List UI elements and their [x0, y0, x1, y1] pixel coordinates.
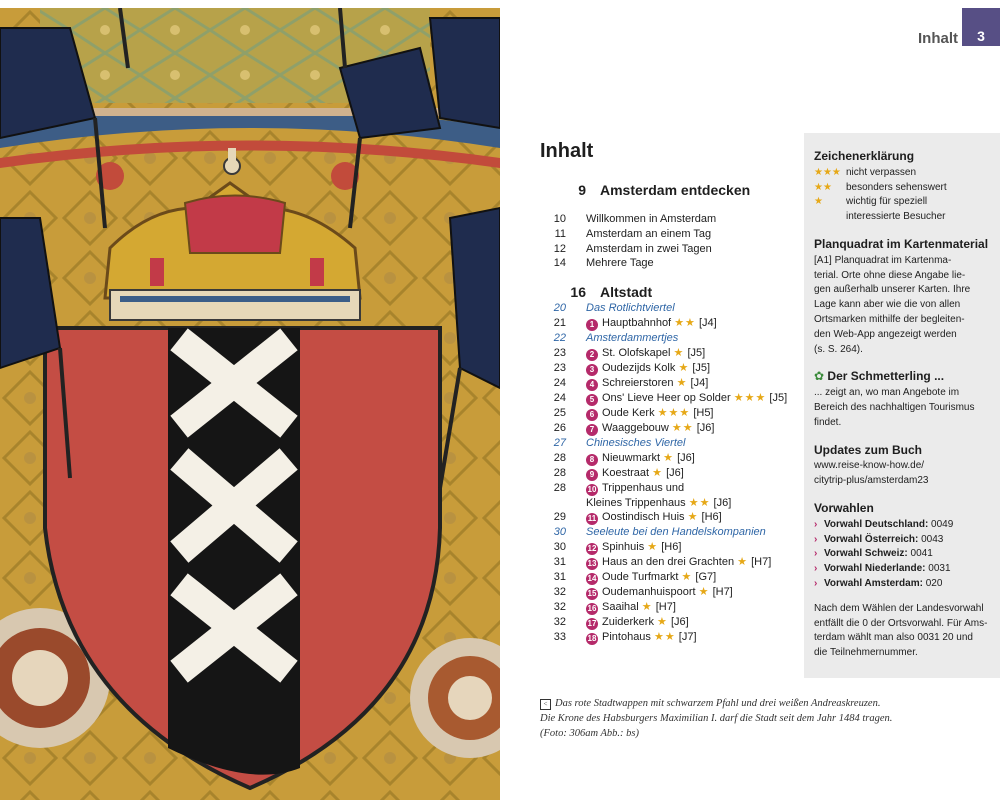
legend-stars: ★ [814, 196, 823, 208]
toc-section1-list [540, 212, 800, 271]
photo-pointer-icon: < [540, 699, 551, 710]
toc-entry-title: Chinesisches Viertel [586, 436, 686, 449]
toc-entry-row[interactable] [540, 242, 800, 257]
map-grid-ref: [H6] [661, 541, 682, 554]
toc-entry-title: Kleines Trippenhaus [586, 496, 686, 509]
caption-line [540, 726, 970, 741]
toc-entry-row[interactable] [540, 585, 800, 600]
toc-entry-page: 26 [553, 421, 566, 434]
vorwahl-label: Vorwahl Deutschland: [824, 518, 929, 530]
toc-entry-page: 32 [553, 601, 566, 614]
legend-row [814, 195, 990, 210]
toc-entry-page: 28 [553, 466, 566, 479]
toc-entry-row[interactable] [540, 481, 800, 496]
legend-row [814, 166, 990, 181]
sight-number-badge: 8 [586, 454, 598, 466]
toc-entry-page: 22 [553, 331, 566, 344]
star-rating: ★ [652, 466, 664, 479]
star-rating: ★ [657, 616, 668, 629]
toc-entry-row[interactable] [540, 630, 800, 645]
butterfly-heading [814, 369, 990, 384]
toc-subtopic-row[interactable] [540, 436, 800, 451]
legend-text: wichtig für speziell [846, 196, 928, 208]
planquadrat-title: Planquadrat im Kartenmaterial [814, 236, 989, 251]
toc-title: Inhalt [540, 140, 594, 162]
coat-of-arms-carpet-photo [0, 8, 500, 800]
vorwahl-label: Vorwahl Österreich: [824, 533, 919, 545]
vorwahlen-note [814, 602, 990, 661]
map-grid-ref: [J5] [687, 346, 706, 359]
photo-caption [540, 696, 970, 741]
toc-entry-title: Oude Kerk [602, 406, 655, 419]
toc-subtopic-row[interactable] [540, 301, 800, 316]
toc-entry-title: Trippenhaus und [602, 481, 685, 494]
toc-entry-title: Haus an den drei Grachten [602, 556, 735, 569]
toc-entry-row[interactable] [540, 600, 800, 615]
toc-entry-page: 23 [553, 346, 566, 359]
star-rating: ★★★ [733, 391, 767, 404]
toc-entry-title: Ons' Lieve Heer op Solder [602, 391, 731, 404]
star-rating: ★ [641, 601, 653, 614]
map-grid-ref: [J5] [692, 361, 711, 374]
vorwahl-row [814, 562, 990, 577]
planquadrat-line: (s. S. 264). [814, 343, 863, 355]
vorwahl-note-line: terdam wählt man also 0031 20 und [814, 632, 973, 644]
toc-entry-title: Nieuwmarkt [602, 451, 661, 464]
caption-line [540, 696, 970, 711]
toc-entry-title: Oudemanhuispoort [602, 586, 696, 599]
vorwahl-row [814, 547, 990, 562]
table-of-contents [540, 140, 800, 645]
vorwahl-label: Vorwahl Schweiz: [824, 548, 908, 560]
toc-entry-title: Amsterdammertjes [586, 331, 679, 344]
info-sidebar [804, 133, 1000, 678]
vorwahl-label: Vorwahl Amsterdam: [824, 577, 923, 589]
toc-subtopic-row[interactable] [540, 331, 800, 346]
map-grid-ref: [J6] [696, 421, 715, 434]
toc-entry-page: 25 [553, 406, 566, 419]
toc-entry-title: Oudezijds Kolk [602, 361, 676, 374]
toc-section-title: Altstadt [600, 284, 653, 301]
butterfly-line: ... zeigt an, wo man Angebote im [814, 387, 960, 399]
butterfly-title: Der Schmetterling ... [827, 369, 945, 384]
sight-number-badge: 4 [586, 379, 598, 391]
toc-entry-row[interactable] [540, 212, 800, 227]
toc-entry-title: Amsterdam in zwei Tagen [586, 242, 712, 255]
toc-entry-title: Oostindisch Huis [602, 511, 685, 524]
caption-line [540, 711, 970, 726]
legend-text: interessierte Besucher [846, 211, 946, 223]
map-grid-ref: [J6] [666, 466, 684, 479]
updates-link[interactable] [814, 459, 990, 489]
legend-row [814, 181, 990, 196]
vorwahlen-title: Vorwahlen [814, 500, 874, 515]
toc-entry-page: 32 [553, 616, 566, 629]
star-rating: ★ [663, 451, 675, 464]
chevron-right-icon: › [814, 518, 818, 530]
toc-entry-page: 31 [553, 571, 566, 584]
toc-entry-page: 30 [553, 526, 566, 539]
toc-entry-page: 32 [553, 586, 566, 599]
toc-entry-page: 33 [553, 631, 566, 644]
sight-number-badge: 14 [587, 574, 597, 584]
toc-entry-title: Spinhuis [602, 541, 645, 554]
toc-entry-page: 23 [553, 361, 566, 374]
toc-entry-row[interactable] [540, 615, 800, 630]
toc-entry-row[interactable] [540, 510, 800, 525]
sight-number-badge: 2 [586, 349, 598, 361]
toc-entry-title: Oude Turfmarkt [602, 571, 679, 584]
vorwahl-label: Vorwahl Niederlande: [824, 563, 926, 575]
legend-text: besonders sehenswert [846, 181, 947, 193]
planquadrat-line: [A1] Planquadrat im Kartenma- [814, 254, 952, 266]
legend-title: Zeichenerklärung [814, 149, 915, 163]
toc-entry-row[interactable] [540, 496, 800, 511]
toc-entry-page: 14 [553, 257, 566, 270]
toc-entry-row[interactable] [540, 256, 800, 271]
toc-entry-row[interactable] [540, 540, 800, 555]
planquadrat-text [814, 254, 990, 358]
toc-entry-row[interactable] [540, 316, 800, 331]
butterfly-text [814, 386, 990, 430]
map-grid-ref: [J6] [713, 496, 732, 509]
star-rating: ★ [678, 361, 690, 374]
vorwahl-value: 0049 [928, 518, 954, 530]
toc-entry-row[interactable] [540, 466, 800, 481]
toc-entry-row[interactable] [540, 406, 800, 421]
planquadrat-line: gen außerhalb unserer Karten. Ihre [814, 284, 971, 296]
toc-entry-title: Schreierstoren [602, 376, 674, 389]
sight-number-badge: 13 [587, 559, 597, 569]
toc-entry-page: 20 [553, 302, 566, 315]
toc-entry-page: 27 [553, 436, 566, 449]
star-rating: ★ [698, 586, 710, 599]
toc-subtopic-row[interactable] [540, 525, 800, 540]
legend-stars: ★★★ [814, 166, 841, 178]
sight-number-badge: 17 [587, 619, 597, 629]
toc-section-page: 9 [578, 182, 586, 198]
map-grid-ref: [J6] [677, 451, 695, 464]
toc-entry-page: 28 [553, 451, 566, 464]
star-rating: ★★ [688, 496, 711, 509]
chevron-right-icon: › [814, 563, 818, 575]
star-rating: ★★ [654, 631, 676, 644]
butterfly-icon: ✿ [814, 369, 825, 384]
toc-entry-row[interactable] [540, 451, 800, 466]
star-rating: ★★ [671, 421, 694, 434]
toc-entry-title: Das Rotlichtviertel [586, 302, 675, 315]
toc-entry-page: 31 [553, 556, 566, 569]
sight-number-badge: 16 [587, 604, 597, 614]
sight-number-badge: 15 [587, 589, 597, 599]
legend-list [814, 166, 990, 225]
chevron-right-icon: › [814, 548, 818, 560]
toc-entry-row[interactable] [540, 421, 800, 436]
toc-entry-page: 30 [553, 541, 566, 554]
toc-entry-title: Hauptbahnhof [602, 316, 672, 329]
planquadrat-line: Ortsmarken mithilfe der begleiten- [814, 313, 965, 325]
toc-section-page: 16 [570, 284, 586, 301]
map-grid-ref: [J5] [769, 391, 788, 404]
running-header-label: Inhalt [918, 30, 958, 47]
toc-entry-title: Mehrere Tage [586, 257, 654, 270]
star-rating: ★★★ [657, 406, 691, 419]
map-grid-ref: [H5] [693, 406, 714, 419]
page-number-tab: 3 [962, 8, 1000, 46]
updates-url-line: www.reise-know-how.de/ [814, 460, 925, 472]
butterfly-line: findet. [814, 416, 842, 428]
map-grid-ref: [J6] [670, 616, 689, 629]
updates-title: Updates zum Buch [814, 442, 923, 457]
caption-text: Die Krone des Habsburgers Maximilian I. darf die Stadt seit dem Jahr 1484 tragen. [540, 713, 893, 724]
vorwahl-value: 020 [922, 577, 943, 589]
sight-number-badge: 11 [587, 514, 597, 524]
sight-number-badge: 5 [586, 394, 598, 406]
legend-text: nicht verpassen [846, 166, 917, 178]
star-rating: ★ [681, 571, 693, 584]
star-rating: ★ [673, 346, 685, 359]
map-grid-ref: [H7] [712, 586, 733, 599]
toc-entry-page: 21 [553, 316, 566, 329]
toc-entry-page: 28 [553, 481, 566, 494]
toc-section-heading[interactable] [540, 181, 800, 199]
toc-entry-row[interactable] [540, 555, 800, 570]
chevron-right-icon: › [814, 533, 818, 545]
map-grid-ref: [H7] [655, 601, 676, 614]
toc-entry-row[interactable] [540, 227, 800, 242]
star-rating: ★★ [674, 316, 696, 329]
sight-number-badge: 1 [586, 319, 598, 331]
legend-stars: ★★ [814, 181, 832, 193]
toc-section-title: Amsterdam entdecken [600, 182, 751, 198]
toc-entry-page: 12 [553, 242, 566, 255]
toc-section2-list [540, 301, 800, 645]
caption-text: Das rote Stadtwappen mit schwarzem Pfahl und drei weißen Andreaskreuzen. [555, 698, 881, 709]
vorwahl-note-line: die Teilnehmernummer. [814, 647, 918, 659]
map-grid-ref: [J4] [690, 376, 709, 389]
toc-entry-title: St. Olofskapel [602, 346, 671, 359]
sight-number-badge: 9 [586, 469, 598, 481]
caption-text: (Foto: 306am Abb.: bs) [540, 728, 639, 739]
toc-entry-title: Koestraat [602, 466, 650, 479]
legend-stars [814, 210, 846, 225]
map-grid-ref: [J4] [698, 316, 717, 329]
sight-number-badge: 7 [586, 424, 598, 436]
toc-entry-title: Saaihal [602, 601, 639, 614]
toc-entry-title: Zuiderkerk [602, 616, 654, 629]
vorwahl-note-line: Nach dem Wählen der Landesvorwahl [814, 602, 984, 614]
toc-entry-title: Amsterdam an einem Tag [586, 227, 712, 240]
toc-entry-page: 24 [553, 391, 566, 404]
vorwahl-row [814, 577, 990, 592]
toc-entry-title: Seeleute bei den Handelskompanien [586, 526, 766, 539]
toc-entry-row[interactable] [540, 346, 800, 361]
toc-entry-page: 11 [554, 227, 566, 240]
sight-number-badge: 12 [587, 544, 597, 554]
star-rating: ★ [737, 556, 749, 569]
map-grid-ref: [G7] [695, 571, 717, 584]
star-rating: ★ [687, 511, 699, 524]
toc-entry-row[interactable] [540, 361, 800, 376]
planquadrat-line: terial. Orte ohne diese Angabe lie- [814, 269, 966, 281]
toc-entry-title: Pintohaus [602, 631, 651, 644]
vorwahl-row [814, 533, 990, 548]
star-rating: ★ [676, 376, 688, 389]
sight-number-badge: 10 [587, 484, 597, 494]
vorwahl-note-line: entfällt die 0 der Ortsvorwahl. Für Ams- [814, 617, 988, 629]
vorwahl-value: 0031 [925, 563, 951, 575]
planquadrat-line: Lage kann aber wie die von allen [814, 299, 961, 311]
toc-entry-page: 24 [553, 376, 566, 389]
vorwahl-row [814, 518, 990, 533]
sight-number-badge: 3 [586, 364, 598, 376]
sight-number-badge: 6 [586, 409, 598, 421]
sight-number-badge: 18 [587, 634, 597, 644]
map-grid-ref: [H6] [701, 511, 722, 524]
toc-entry-page: 10 [553, 213, 566, 225]
map-grid-ref: [H7] [751, 556, 772, 569]
star-rating: ★ [647, 541, 659, 554]
toc-entry-title: Willkommen in Amsterdam [586, 213, 717, 225]
legend-row [814, 210, 990, 225]
toc-entry-row[interactable] [540, 570, 800, 585]
vorwahl-value: 0041 [907, 548, 933, 560]
planquadrat-line: den Web-App angezeigt werden [814, 328, 957, 340]
toc-entry-title: Waaggebouw [602, 421, 669, 434]
map-grid-ref: [J7] [678, 631, 697, 644]
butterfly-line: Bereich des nachhaltigen Tourismus [814, 401, 975, 413]
vorwahl-value: 0043 [918, 533, 944, 545]
vorwahlen-list [814, 518, 990, 592]
toc-entry-row[interactable] [540, 376, 800, 391]
toc-entry-row[interactable] [540, 391, 800, 406]
toc-entry-page: 29 [553, 511, 566, 524]
toc-section-heading[interactable] [540, 283, 800, 301]
updates-url-line: citytrip-plus/amsterdam23 [814, 475, 929, 487]
chevron-right-icon: › [814, 577, 818, 589]
